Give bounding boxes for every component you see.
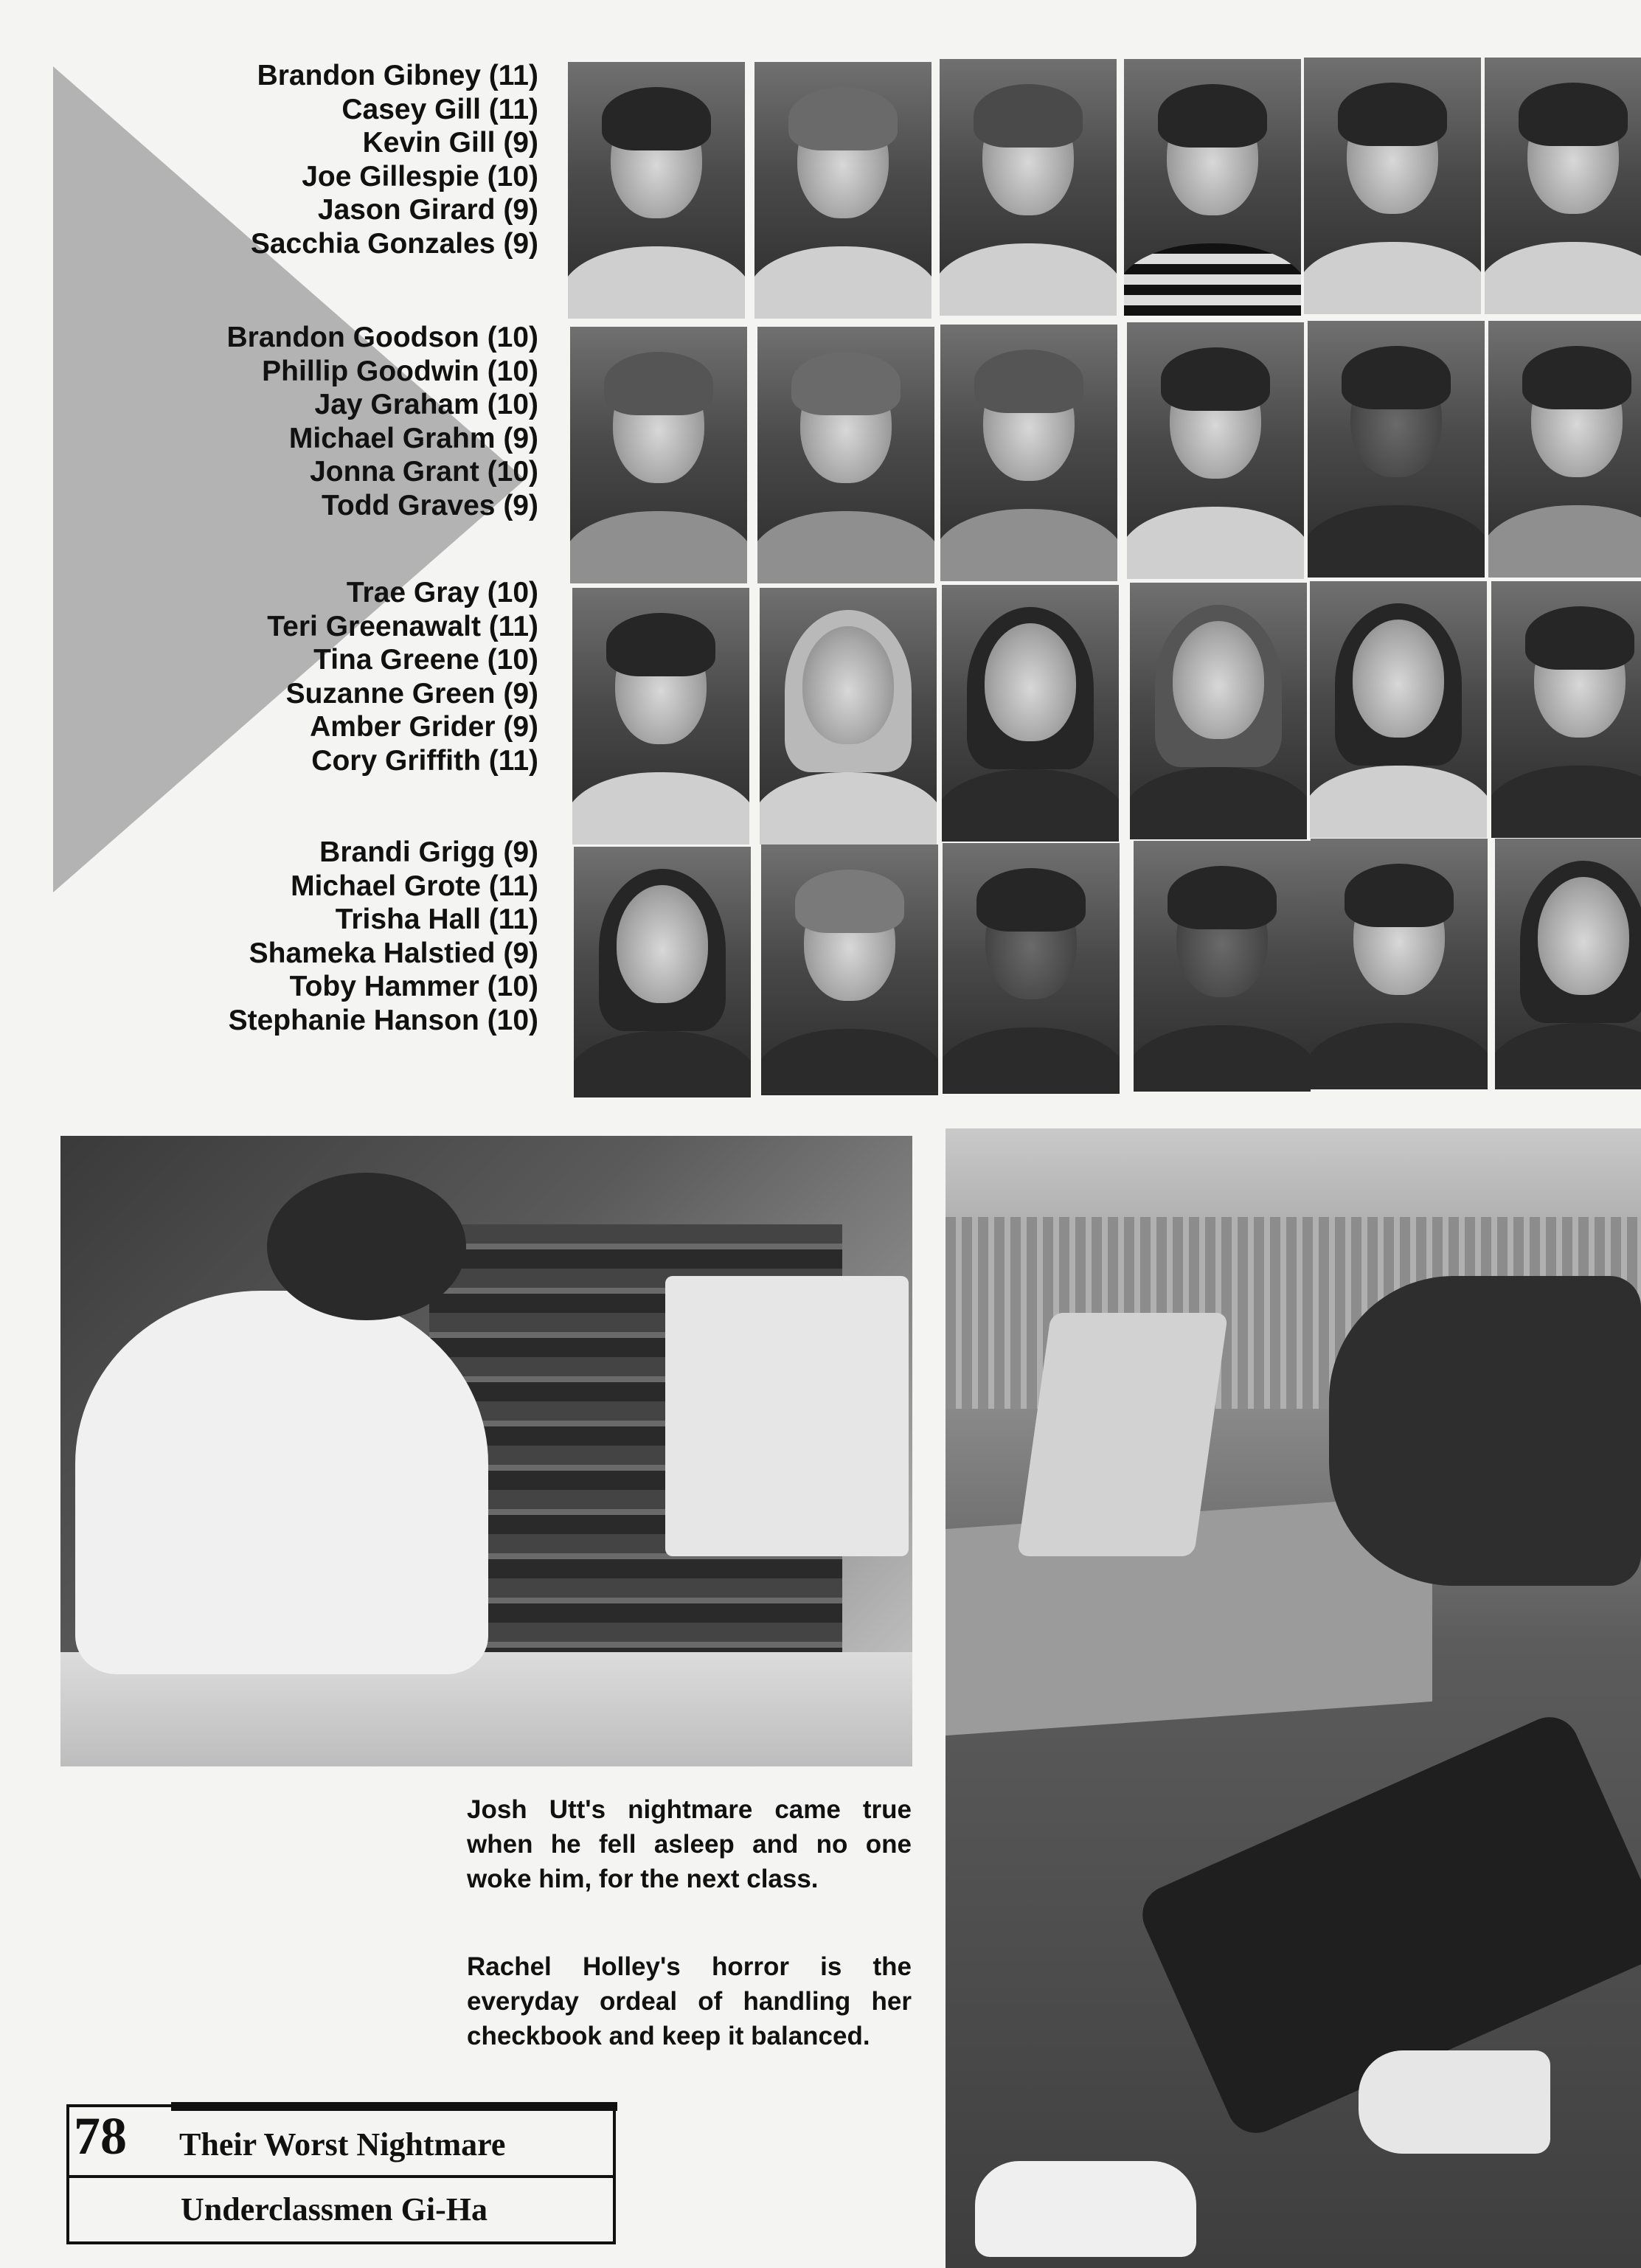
caption-josh-utt: Josh Utt's nightmare came true when he fell asleep and no one woke him, for the next class. (467, 1795, 912, 1893)
portrait-kevin-gill (940, 59, 1117, 316)
portrait-stephanie-hanson (1495, 839, 1641, 1089)
portrait-michael-grahm (1127, 322, 1304, 579)
student-name: Michael Grote (11) (291, 870, 538, 902)
portrait-cory-griffith (1491, 581, 1641, 838)
portrait-shameka-halstied (1134, 841, 1311, 1092)
portrait-casey-gill (754, 62, 931, 319)
photo-josh-utt-asleep (946, 1128, 1641, 2268)
portrait-toby-hammer (1311, 839, 1488, 1089)
photo-rachel-holley-checkbook (60, 1136, 912, 1766)
portrait-brandon-gibney (568, 62, 745, 319)
portrait-todd-graves (1488, 321, 1641, 578)
student-name: Brandi Grigg (9) (319, 836, 538, 868)
student-name: Stephanie Hanson (10) (228, 1004, 538, 1036)
title-divider (69, 2175, 613, 2178)
portrait-phillip-goodwin (757, 327, 934, 583)
student-name: Joe Gillespie (10) (302, 160, 538, 193)
student-name: Cory Griffith (11) (311, 744, 538, 777)
student-name: Teri Greenawalt (11) (267, 610, 538, 642)
portrait-jonna-grant (1308, 321, 1485, 578)
student-name: Jonna Grant (10) (310, 456, 538, 488)
student-name: Brandon Gibney (11) (257, 60, 538, 91)
portrait-trisha-hall (943, 843, 1120, 1094)
section-title: Their Worst Nightmare (179, 2126, 506, 2163)
name-group-1 (118, 59, 538, 261)
portrait-jason-girard (1304, 58, 1481, 314)
portrait-amber-grider (1310, 581, 1487, 838)
student-name: Todd Graves (9) (321, 489, 538, 521)
portrait-tina-greene (942, 585, 1119, 842)
portrait-brandi-grigg (574, 847, 751, 1097)
student-name: Kevin Gill (9) (362, 127, 538, 159)
section-subtitle: Underclassmen Gi-Ha (181, 2191, 488, 2227)
student-name: Brandon Goodson (10) (226, 322, 538, 353)
portrait-trae-gray (572, 588, 749, 845)
student-name: Phillip Goodwin (10) (262, 355, 538, 387)
portrait-jay-graham (940, 325, 1117, 581)
portrait-michael-grote (761, 845, 938, 1095)
portrait-teri-greenawalt (760, 588, 937, 845)
student-name: Michael Grahm (9) (288, 422, 538, 454)
student-name: Suzanne Green (9) (285, 677, 538, 710)
student-name: Trae Gray (10) (346, 577, 538, 608)
student-name: Jay Graham (10) (314, 389, 538, 421)
student-name: Casey Gill (11) (341, 93, 538, 125)
portrait-suzanne-green (1130, 583, 1307, 839)
portrait-brandon-goodson (570, 327, 747, 583)
student-name: Trisha Hall (11) (335, 904, 538, 936)
student-name: Toby Hammer (10) (289, 971, 538, 1003)
student-name: Jason Girard (9) (317, 194, 538, 226)
portrait-sacchia-gonzales (1485, 58, 1641, 314)
portrait-joe-gillespie (1124, 59, 1301, 316)
student-name: Sacchia Gonzales (9) (250, 227, 538, 260)
caption-rachel-holley: Rachel Holley's horror is the everyday ordeal of handling her checkbook and keep it balanced. (467, 1952, 912, 2050)
student-name: Shameka Halstied (9) (249, 937, 538, 969)
name-group-3 (118, 576, 538, 778)
page-number: 78 (74, 2106, 127, 2165)
title-rule (171, 2102, 617, 2111)
name-group-4 (118, 836, 538, 1038)
student-name: Tina Greene (10) (313, 644, 538, 676)
student-name: Amber Grider (9) (310, 711, 538, 743)
name-group-2 (118, 321, 538, 523)
